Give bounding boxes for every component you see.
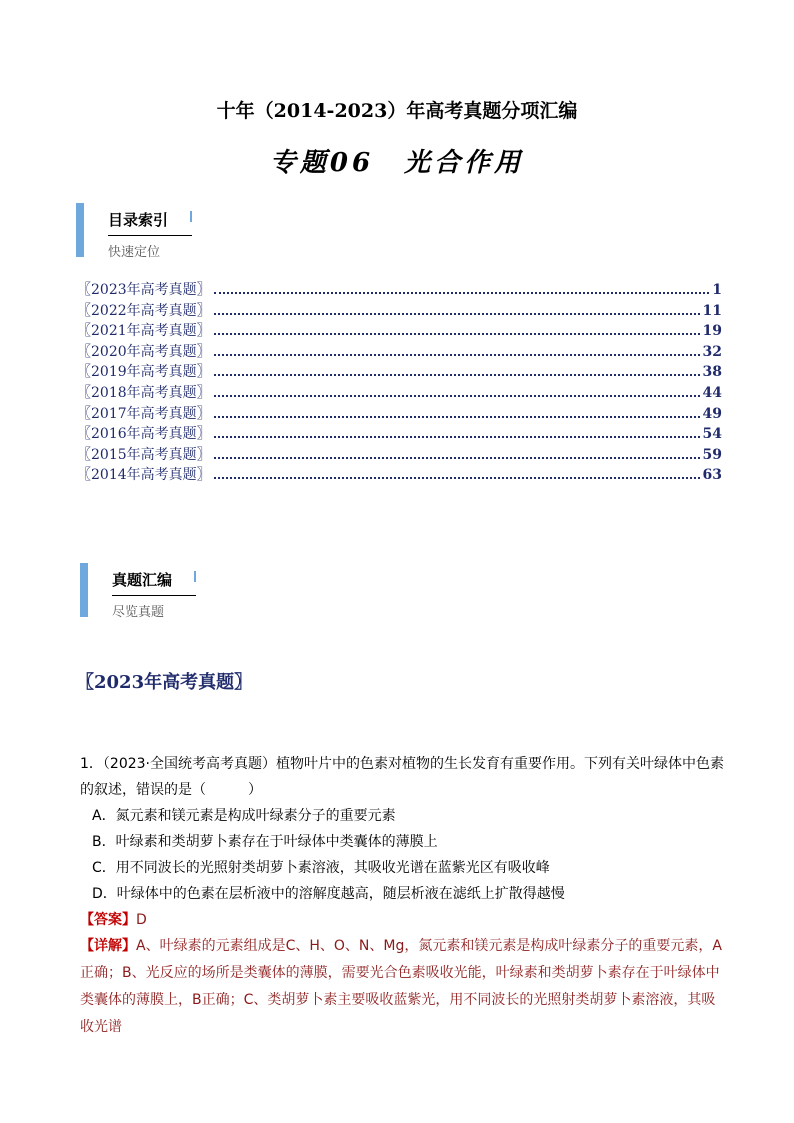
toc-leader [214,292,710,294]
toc-item[interactable] [77,464,722,485]
toc-item[interactable] [77,279,722,300]
toc-item-label: 〖2021年高考真题〗 [77,323,211,340]
toc-item-label: 〖2014年高考真题〗 [77,467,211,484]
toc-item-label: 〖2015年高考真题〗 [77,446,211,463]
detail-tag: 【详解】 [80,938,136,954]
detail-paragraph [80,933,725,1041]
toc-item-label: 〖2017年高考真题〗 [77,405,211,422]
section-accent-bar [80,563,88,617]
question-option: D．叶绿体中的色素在层析液中的溶解度越高，随层析液在滤纸上扩散得越慢 [92,886,565,902]
document-title: 十年（2014-2023）年高考真题分项汇编 [216,100,578,122]
section-tick [190,211,192,222]
toc-section-subheading: 快速定位 [108,245,161,260]
toc-item-label: 〖2018年高考真题〗 [77,384,211,401]
detail-text: A、叶绿素的元素组成是C、H、O、N、Mg，氮元素和镁元素是构成叶绿素分子的重要元素，A正确；B、光反应的场所是类囊体的薄膜，需要光合色素吸收光能，叶绿素和类胡萝卜素存在于叶绿体中类囊体的薄膜上，B正确；C、类胡萝卜素主要吸收蓝紫光，用不同波长的光照射类胡萝卜素溶液，其吸收光谱 [80,938,722,1035]
toc-leader [214,457,700,459]
toc-item[interactable] [77,444,722,465]
toc-item-page: 32 [702,343,722,360]
toc-leader [214,374,700,376]
toc-leader [214,477,700,479]
question-stem: 1．（2023·全国统考高考真题）植物叶片中的色素对植物的生长发育有重要作用。下列有关叶绿体中色素的叙述，错误的是（ ） [80,756,724,798]
answer-value: D [136,912,147,928]
question-option: A．氮元素和镁元素是构成叶绿素分子的重要元素 [92,808,396,824]
toc-item-label: 〖2022年高考真题〗 [77,302,211,319]
toc-item-page: 11 [702,302,722,319]
section-rule [112,595,196,596]
toc-item-page: 38 [702,364,722,381]
question-option: B．叶绿素和类胡萝卜素存在于叶绿体中类囊体的薄膜上 [92,834,438,850]
toc-item-label: 〖2019年高考真题〗 [77,364,211,381]
year-heading: 〖2023年高考真题〗 [76,672,253,693]
toc-leader [214,395,700,397]
question-option: C．用不同波长的光照射类胡萝卜素溶液，其吸收光谱在蓝紫光区有吸收峰 [92,860,550,876]
toc-item[interactable] [77,320,722,341]
toc-item-label: 〖2023年高考真题〗 [77,282,211,298]
questions-section-heading: 真题汇编 [112,571,173,589]
section-accent-bar [76,203,84,257]
toc-item[interactable] [77,341,722,362]
section-tick [194,571,196,582]
toc-item[interactable] [77,423,722,444]
questions-section-subheading: 尽览真题 [112,605,165,620]
answer-line [80,907,725,933]
toc-item[interactable] [77,382,722,403]
toc-item-page: 1 [712,282,722,298]
toc-leader [214,416,700,418]
toc-item-page: 49 [702,405,722,422]
toc-leader [214,436,700,438]
table-of-contents [77,279,722,485]
toc-leader [214,313,700,315]
document-subtitle: 专题06 光合作用 [269,148,525,178]
toc-leader [214,333,700,335]
toc-item-page: 54 [702,426,722,443]
toc-section-heading: 目录索引 [108,211,169,229]
toc-item-page: 44 [702,384,722,401]
toc-item[interactable] [77,300,722,321]
toc-item-page: 63 [702,467,722,484]
toc-item-label: 〖2016年高考真题〗 [77,426,211,443]
question-block [80,751,725,1041]
answer-tag: 【答案】 [80,912,136,928]
toc-item[interactable] [77,361,722,382]
toc-item-label: 〖2020年高考真题〗 [77,343,211,360]
toc-item[interactable] [77,403,722,424]
section-rule [108,235,192,236]
toc-item-page: 59 [702,446,722,463]
toc-leader [214,354,700,356]
toc-item-page: 19 [702,323,722,340]
